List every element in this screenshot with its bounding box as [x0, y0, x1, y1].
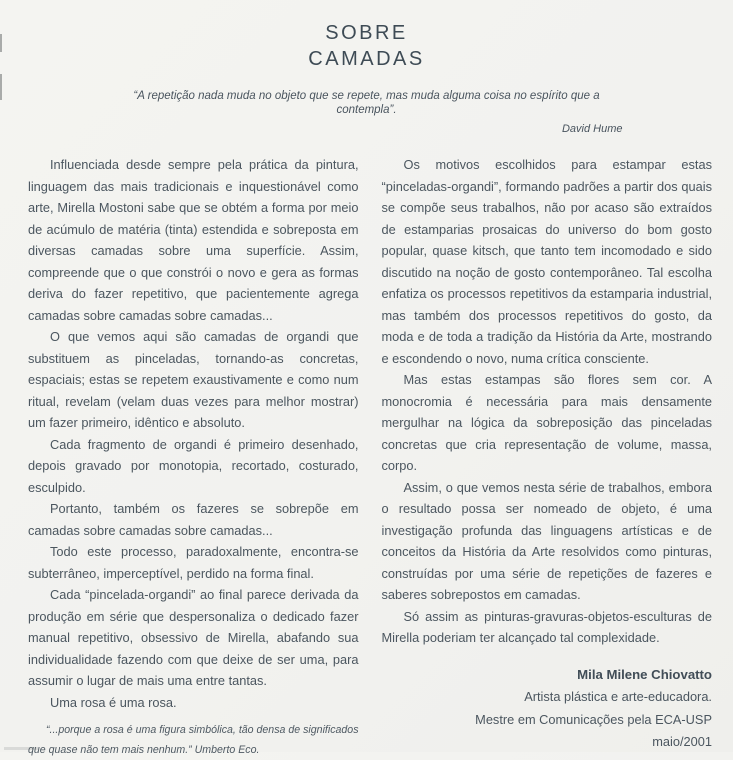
author-credential: Mestre em Comunicações pela ECA-USP — [475, 711, 712, 727]
scan-artifact-bottom-left — [4, 747, 38, 750]
page-title-line-2: CAMADAS — [308, 48, 425, 70]
author-role: Artista plástica e arte-educadora. — [524, 689, 712, 704]
scan-artifact-left-top — [0, 34, 2, 52]
page-title-line-1: SOBRE — [325, 22, 408, 44]
right-column — [382, 154, 713, 760]
scan-artifact-left-mid — [0, 74, 2, 100]
left-paragraph-7: Uma rosa é uma rosa. — [50, 694, 177, 710]
essay-body — [0, 154, 733, 760]
page-title — [0, 20, 733, 72]
left-paragraph-4: Portanto, também os fazeres se sobrepõe em camadas sobre camadas sobre camadas... — [28, 501, 359, 538]
right-paragraph-4: Só assim as pinturas-gravuras-objetos-esculturas de Mirella poderiam ter alcançado tal complexidade. — [381, 608, 712, 645]
author-name: Mila Milene Chiovatto — [577, 666, 712, 682]
left-paragraph-6: Cada “pincelada-organdi” ao final parece derivada da produção em série que despersonaliza o dedicado fazer manual repetitivo, obsessivo de Mirella, abafando sua individualidade fazendo com que deixe de ser uma, para assumir o lugar de mais uma entre tantas. — [28, 587, 359, 688]
essay-date: maio/2001 — [652, 734, 712, 749]
right-paragraph-1: Os motivos escolhidos para estampar estas “pinceladas-organdi”, formando padrões a partir dos quais se compõe seus trabalhos, não por acaso são extraídos de estamparias prosaicas do universo do bom gosto popular, quase kitsch, que tanto tem incomodado e sido discutido na noção de gosto contemporâneo. Tal escolha enfatiza os processos repetitivos da estamparia industrial, mas também dos processos repetitivos do gosto, da moda e de toda a tradição da História da Arte, mostrando e escondendo o novo, numa crítica consciente. — [381, 157, 712, 366]
left-paragraph-2: O que vemos aqui são camadas de organdi que substituem as pinceladas, tornando-as concretas, espaciais; estas se repetem exaustivamente e como num ritual, revelam (velam duas vezes para melhor mostrar) um fazer primeiro, idêntico e absoluto. — [28, 329, 359, 430]
epigraph — [109, 89, 625, 135]
author-signature-block — [382, 664, 713, 754]
left-paragraph-1: Influenciada desde sempre pela prática da pintura, linguagem das mais tradicionais e inquestionável como arte, Mirella Mostoni sabe que se obtém a forma por meio de acúmulo de matéria (tinta) estendida e sobreposta em diversas camadas sobre uma superfície. Assim, compreende que o que constrói o novo e gera as formas deriva do fazer repetitivo, que pacientemente agrega camadas sobre camadas sobre camadas... — [28, 157, 359, 323]
left-column — [28, 154, 359, 760]
epigraph-attribution: David Hume — [561, 123, 623, 135]
left-paragraph-3: Cada fragmento de organdi é primeiro desenhado, depois gravado por monotopia, recortado, costurado, esculpido. — [28, 436, 359, 495]
right-paragraph-3: Assim, o que vemos nesta série de trabalhos, embora o resultado possa ser nomeado de objeto, é uma investigação profunda das linguagens artísticas e de conceitos da História da Arte resolvidos como pinturas, construídas por uma série de repetições de fazeres e saberes sobrepostos em camadas. — [381, 479, 712, 602]
right-paragraph-2: Mas estas estampas são flores sem cor. A monocromia é necessária para mais densamente mergulhar na lógica da sobreposição das pinceladas concretas que cria representação de volume, massa, corpo. — [381, 372, 712, 473]
scanned-essay-page — [0, 20, 733, 756]
umberto-eco-footnote: “...porque a rosa é uma figura simbólica, tão densa de significados que quase não tem mais nenhum.” Umberto Eco. — [28, 724, 359, 756]
epigraph-quote: “A repetição nada muda no objeto que se repete, mas muda alguma coisa no espírito que a contempla”. — [133, 90, 600, 116]
left-paragraph-5: Todo este processo, paradoxalmente, encontra-se subterrâneo, imperceptível, perdido na forma final. — [28, 544, 359, 581]
